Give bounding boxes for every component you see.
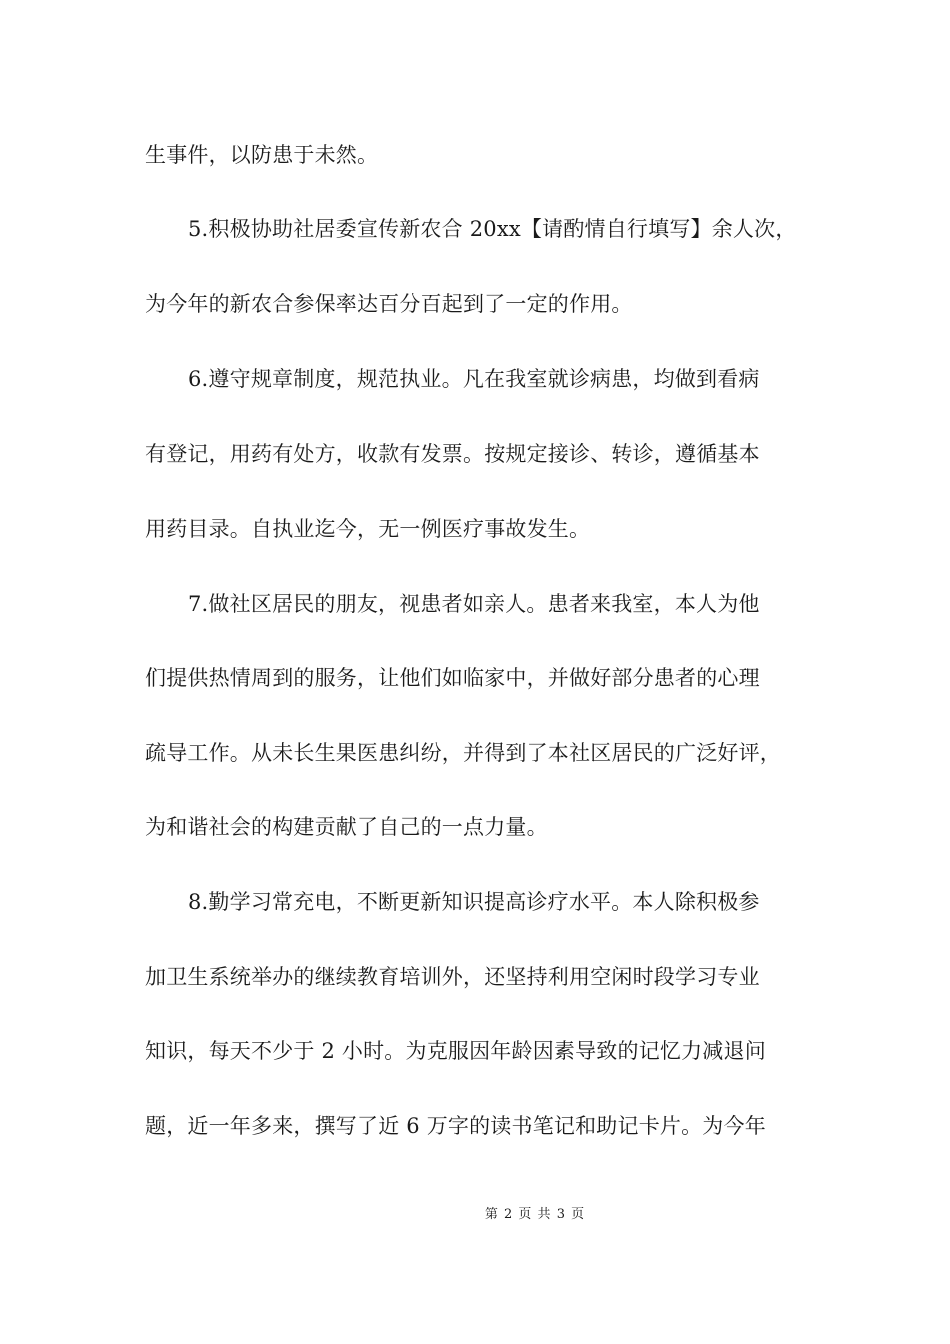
text-line-7: 7.做社区居民的朋友，视患者如亲人。患者来我室，本人为他: [188, 592, 760, 616]
text-line-1: 生事件，以防患于未然。: [145, 143, 379, 167]
text-line-11: 8.勤学习常充电，不断更新知识提高诊疗水平。本人除积极参: [188, 890, 760, 914]
text-line-2: 5.积极协助社居委宣传新农合 20xx【请酌情自行填写】余人次，: [188, 217, 797, 241]
text-line-3: 为今年的新农合参保率达百分百起到了一定的作用。: [145, 292, 633, 316]
text-line-9: 疏导工作。从未长生果医患纠纷，并得到了本社区居民的广泛好评，: [145, 741, 781, 765]
text-line-14: 题，近一年多来，撰写了近 6 万字的读书笔记和助记卡片。为今年: [145, 1114, 766, 1138]
text-line-12: 加卫生系统举办的继续教育培训外，还坚持利用空闲时段学习专业: [145, 965, 760, 989]
text-line-5: 有登记，用药有处方，收款有发票。按规定接诊、转诊，遵循基本: [145, 442, 760, 466]
text-line-13: 知识，每天不少于 2 小时。为克服因年龄因素导致的记忆力减退问: [145, 1039, 766, 1063]
text-line-4: 6.遵守规章制度，规范执业。凡在我室就诊病患，均做到看病: [188, 367, 760, 391]
page-footer: 第 2 页 共 3 页: [484, 1207, 586, 1222]
text-line-10: 为和谐社会的构建贡献了自己的一点力量。: [145, 815, 548, 839]
text-line-8: 们提供热情周到的服务，让他们如临家中，并做好部分患者的心理: [145, 666, 760, 690]
text-line-6: 用药目录。自执业迄今，无一例医疗事故发生。: [145, 517, 591, 541]
